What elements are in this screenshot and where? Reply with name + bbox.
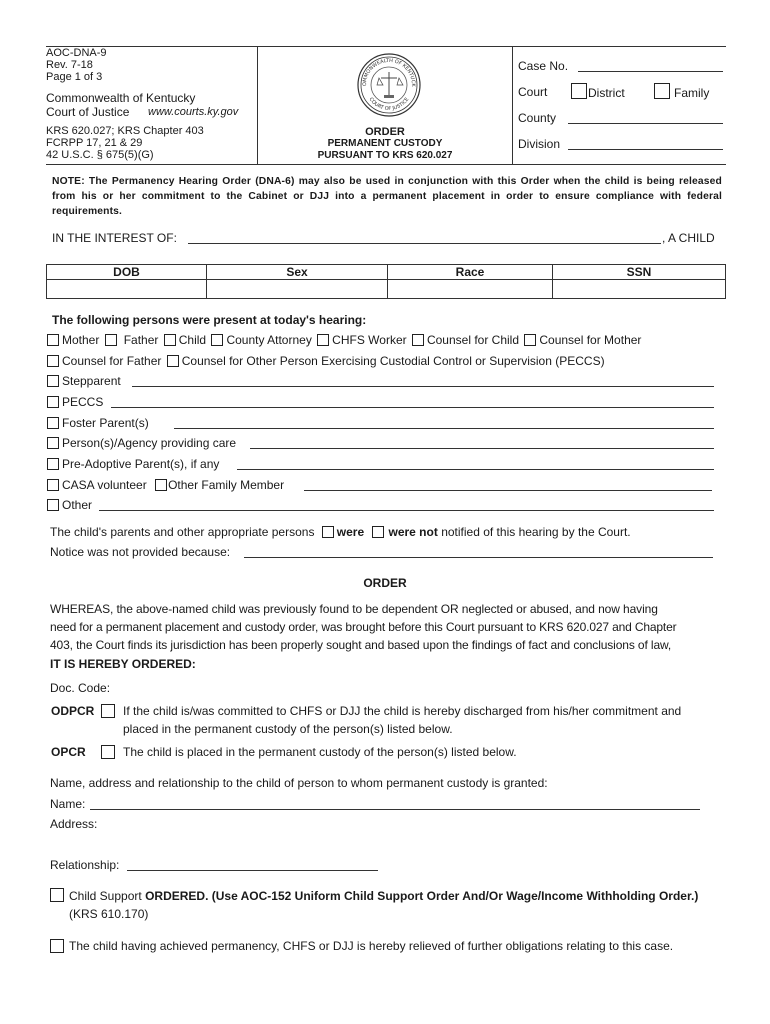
doc-code-label: Doc. Code: bbox=[50, 681, 111, 695]
order-statute: PURSUANT TO KRS 620.027 bbox=[317, 150, 453, 161]
chfs-worker-label: CHFS Worker bbox=[332, 333, 407, 347]
peccs-row bbox=[47, 395, 103, 409]
district-checkbox[interactable] bbox=[571, 83, 587, 99]
agency-row bbox=[47, 436, 236, 450]
county-attorney-label: County Attorney bbox=[226, 333, 312, 347]
header-bottom-rule bbox=[46, 164, 726, 165]
case-no-field[interactable] bbox=[578, 61, 723, 72]
peccs-checkbox[interactable] bbox=[47, 396, 59, 408]
child-label: Child bbox=[178, 333, 207, 347]
chfs-worker-checkbox[interactable] bbox=[317, 334, 329, 346]
preadoptive-row bbox=[47, 457, 219, 471]
stepparent-label: Stepparent bbox=[62, 374, 121, 388]
order-heading: ORDER bbox=[363, 576, 407, 590]
opcr-checkbox[interactable] bbox=[101, 745, 115, 759]
family-label: Family bbox=[674, 86, 710, 100]
whereas-line-1: WHEREAS, the above-named child was previously found to be dependent OR neglected or abused, and now having bbox=[50, 602, 658, 616]
relationship-label: Relationship: bbox=[50, 858, 120, 872]
casa-checkbox[interactable] bbox=[47, 479, 59, 491]
col-ssn: SSN bbox=[553, 265, 726, 280]
notice-reason-field[interactable] bbox=[244, 547, 713, 558]
child-name-field[interactable] bbox=[188, 233, 661, 244]
seal-text-bottom: COURT OF JUSTICE bbox=[367, 96, 411, 113]
counsel-mother-checkbox[interactable] bbox=[524, 334, 536, 346]
agency-checkbox[interactable] bbox=[47, 437, 59, 449]
notice-line bbox=[50, 525, 631, 539]
other-family-field[interactable] bbox=[304, 480, 712, 491]
foster-checkbox[interactable] bbox=[47, 417, 59, 429]
notice-not-provided-label: Notice was not provided because: bbox=[50, 545, 231, 559]
fcrpp-citation: FCRPP 17, 21 & 29 bbox=[46, 137, 143, 149]
preadoptive-label: Pre-Adoptive Parent(s), if any bbox=[62, 457, 220, 471]
foster-field[interactable] bbox=[174, 418, 714, 429]
county-label: County bbox=[518, 111, 557, 125]
other-checkbox[interactable] bbox=[47, 499, 59, 511]
interest-suffix: , A CHILD bbox=[662, 231, 715, 245]
custodian-intro: Name, address and relationship to the child of person to whom permanent custody is granted: bbox=[50, 776, 548, 790]
agency-field[interactable] bbox=[250, 438, 714, 449]
casa-label: CASA volunteer bbox=[62, 478, 147, 492]
county-field[interactable] bbox=[568, 113, 723, 124]
child-support-prefix: Child Support bbox=[69, 889, 142, 903]
hereby-ordered: IT IS HEREBY ORDERED: bbox=[50, 657, 196, 671]
child-support-ordered: ORDERED. (Use AOC-152 Uniform Child Support Order And/Or Wage/Income Withholding Order.) bbox=[145, 889, 699, 903]
other-row bbox=[47, 498, 92, 512]
order-subtitle: PERMANENT CUSTODY bbox=[327, 138, 443, 149]
dob-cell[interactable] bbox=[47, 280, 207, 299]
child-demographics-table bbox=[46, 264, 726, 299]
counsel-child-checkbox[interactable] bbox=[412, 334, 424, 346]
other-family-checkbox[interactable] bbox=[155, 479, 167, 491]
county-attorney-checkbox[interactable] bbox=[211, 334, 223, 346]
agency-label: Person(s)/Agency providing care bbox=[62, 436, 237, 450]
odpcr-text-2: placed in the permanent custody of the person(s) listed below. bbox=[123, 722, 453, 736]
attendance-heading: The following persons were present at today's hearing: bbox=[52, 313, 367, 327]
father-label: Father bbox=[123, 333, 159, 347]
odpcr-checkbox[interactable] bbox=[101, 704, 115, 718]
col-race: Race bbox=[388, 265, 553, 280]
custodian-name-label: Name: bbox=[50, 797, 86, 811]
notice-prefix: The child's parents and other appropriate persons bbox=[50, 525, 315, 539]
form-id: AOC-DNA-9 bbox=[46, 47, 107, 59]
counsel-other-label: Counsel for Other Person Exercising Custodial Control or Supervision (PECCS) bbox=[181, 354, 605, 368]
court-label: Court bbox=[518, 85, 548, 99]
division-field[interactable] bbox=[568, 139, 723, 150]
counsel-father-checkbox[interactable] bbox=[47, 355, 59, 367]
child-support-checkbox[interactable] bbox=[50, 888, 64, 902]
stepparent-checkbox[interactable] bbox=[47, 375, 59, 387]
header-divider-right bbox=[512, 46, 513, 164]
form-page: Page 1 of 3 bbox=[46, 71, 103, 83]
seal-text-top: OMMONWEALTH OF KENTUCK bbox=[361, 57, 417, 87]
counsel-mother-label: Counsel for Mother bbox=[539, 333, 642, 347]
odpcr-text-1: If the child is/was committed to CHFS or DJJ the child is hereby discharged from his/her commitment and bbox=[123, 704, 682, 718]
col-sex: Sex bbox=[207, 265, 388, 280]
permanency-text: The child having achieved permanency, CHFS or DJJ is hereby relieved of further obligations relating to this case. bbox=[69, 939, 674, 953]
foster-label: Foster Parent(s) bbox=[62, 416, 149, 430]
division-label: Division bbox=[518, 137, 561, 151]
odpcr-code: ODPCR bbox=[51, 704, 95, 718]
opcr-code: OPCR bbox=[51, 745, 86, 759]
usc-citation: 42 U.S.C. § 675(5)(G) bbox=[46, 149, 154, 161]
whereas-line-2: need for a permanent placement and custody order, was brought before this Court pursuant to KRS 620.027 and Chapter bbox=[50, 620, 677, 634]
foster-row bbox=[47, 416, 149, 430]
race-cell[interactable] bbox=[388, 280, 553, 299]
stepparent-field[interactable] bbox=[132, 376, 714, 387]
permanency-checkbox[interactable] bbox=[50, 939, 64, 953]
preadoptive-checkbox[interactable] bbox=[47, 458, 59, 470]
permanency-note: NOTE: The Permanency Hearing Order (DNA-6) may also be used in conjunction with this Order when the child is being released from his or her commitment to the Cabinet or DJJ into a permanent placement in order to ensure compliance with federal requirements. bbox=[52, 176, 722, 217]
court-district-option bbox=[571, 83, 625, 100]
were-not-label: were not bbox=[388, 525, 438, 539]
custodian-name-field[interactable] bbox=[90, 799, 700, 810]
counsel-child-label: Counsel for Child bbox=[426, 333, 520, 347]
header-top-rule bbox=[46, 46, 726, 47]
peccs-label: PECCS bbox=[62, 395, 104, 409]
kentucky-court-seal-icon bbox=[354, 52, 424, 118]
counsel-father-label: Counsel for Father bbox=[62, 354, 162, 368]
other-family-label: Other Family Member bbox=[168, 478, 285, 492]
notice-suffix: notified of this hearing by the Court. bbox=[441, 525, 631, 539]
court-family-option bbox=[654, 83, 709, 100]
whereas-line-3: 403, the Court finds its jurisdiction has been properly sought and based upon the findings of fact and conclusions of law, bbox=[50, 638, 672, 652]
case-no-label: Case No. bbox=[518, 59, 569, 73]
were-label: were bbox=[336, 525, 365, 539]
court-website: www.courts.ky.gov bbox=[148, 106, 239, 118]
mother-checkbox[interactable] bbox=[47, 334, 59, 346]
stepparent-row bbox=[47, 374, 121, 388]
svg-text:COURT OF JUSTICE bbox=[368, 97, 411, 112]
commonwealth: Commonwealth of Kentucky bbox=[46, 91, 196, 105]
were-checkbox[interactable] bbox=[322, 526, 334, 538]
attendance-line-1 bbox=[47, 333, 641, 347]
preadoptive-field[interactable] bbox=[237, 459, 714, 470]
form-rev: Rev. 7-18 bbox=[46, 59, 93, 71]
sex-cell[interactable] bbox=[207, 280, 388, 299]
were-not-checkbox[interactable] bbox=[372, 526, 384, 538]
attendance-line-2 bbox=[47, 354, 605, 368]
col-dob: DOB bbox=[47, 265, 207, 280]
father-checkbox[interactable] bbox=[105, 334, 117, 346]
interest-label: IN THE INTEREST OF: bbox=[52, 231, 177, 245]
child-support-krs: (KRS 610.170) bbox=[69, 907, 149, 921]
relationship-field[interactable] bbox=[127, 860, 378, 871]
order-title: ORDER bbox=[365, 126, 405, 138]
other-field[interactable] bbox=[99, 500, 714, 511]
opcr-text: The child is placed in the permanent custody of the person(s) listed below. bbox=[123, 745, 517, 759]
mother-label: Mother bbox=[62, 333, 100, 347]
krs-citation: KRS 620.027; KRS Chapter 403 bbox=[46, 125, 204, 137]
family-checkbox[interactable] bbox=[654, 83, 670, 99]
child-checkbox[interactable] bbox=[164, 334, 176, 346]
district-label: District bbox=[588, 86, 625, 100]
peccs-field[interactable] bbox=[111, 397, 714, 408]
court-of-justice: Court of Justice bbox=[46, 105, 130, 119]
counsel-other-checkbox[interactable] bbox=[167, 355, 179, 367]
child-support-line bbox=[69, 889, 698, 903]
casa-row bbox=[47, 478, 284, 492]
other-label: Other bbox=[62, 498, 93, 512]
custodian-address-label: Address: bbox=[50, 817, 98, 831]
ssn-cell[interactable] bbox=[553, 280, 726, 299]
